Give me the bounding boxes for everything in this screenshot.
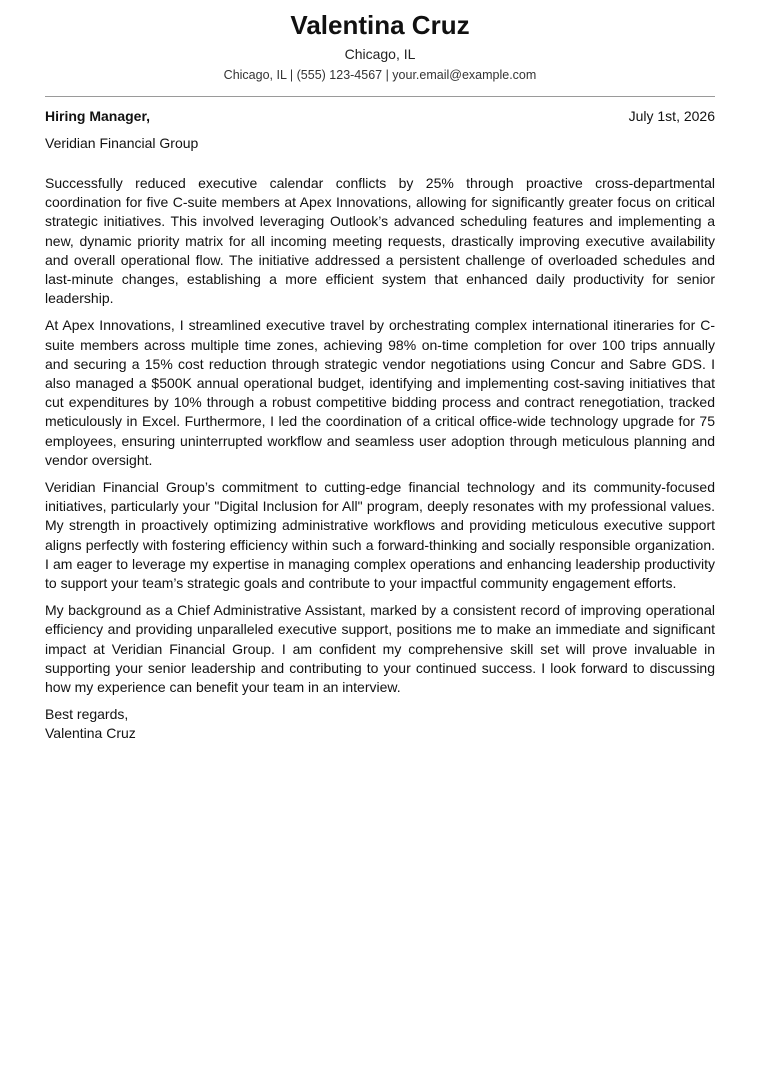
recipient-date-row: [45, 107, 715, 126]
letter-closing-block: [45, 705, 715, 743]
body-paragraph-1: Successfully reduced executive calendar conflicts by 25% through proactive cross-departmental coordination for five C-suite members at Apex Innovations, allowing for significantly greater focus on critical strategic initiatives. This involved leveraging Outlook’s advanced scheduling features and implementing a new, dynamic priority matrix for all incoming meeting requests, drastically improving executive availability and overall operational flow. The initiative addressed a persistent challenge of overloaded schedules and last-minute changes, establishing a more efficient system that enhanced daily productivity for senior leadership.: [45, 175, 715, 307]
letter-date: July 1st, 2026: [628, 108, 715, 124]
recipient-company: Veridian Financial Group: [45, 135, 199, 151]
body-paragraph-2: At Apex Innovations, I streamlined executive travel by orchestrating complex international itineraries for C-suite members across multiple time zones, achieving 98% on-time completion for over 100 trips annually and securing a 15% cost reduction through strategic vendor negotiations using Concur and Sabre GDS. I also managed a $500K annual operational budget, identifying and implementing cost-saving initiatives that cut expenditures by 10% through a robust competitive bidding process and contract renegotiation, tracked meticulously in Excel. Furthermore, I led the coordination of a critical office-wide technology upgrade for 75 employees, ensuring uninterrupted workflow and seamless user adoption through meticulous planning and vendor oversight.: [45, 317, 715, 468]
sender-location: Chicago, IL: [344, 46, 416, 62]
header-divider: [45, 96, 715, 97]
signature-name: Valentina Cruz: [45, 725, 136, 742]
closing-phrase: Best regards,: [45, 706, 129, 723]
letter-body: [45, 174, 715, 697]
letter-header: [45, 0, 715, 83]
body-paragraph-4: My background as a Chief Administrative Assistant, marked by a consistent record of improving operational efficiency and providing unparalleled executive support, positions me to make an immediate and significant impact at Veridian Financial Group. I am confident my comprehensive skill set will prove invaluable in supporting your senior leadership and contributing to your continued success. I look forward to discussing how my experience can benefit your team in an interview.: [45, 602, 715, 696]
sender-contact-line: Chicago, IL | (555) 123-4567 | your.email@example.com: [223, 68, 537, 82]
body-paragraph-3: Veridian Financial Group’s commitment to cutting-edge financial technology and its community-focused initiatives, particularly your "Digital Inclusion for All" program, deeply resonates with my professional values. My strength in proactively optimizing administrative workflows and providing meticulous executive support aligns perfectly with fostering efficiency within such a forward-thinking and socially responsible organization. I am eager to leverage my expertise in managing complex operations and enhancing leadership productivity to support your team’s strategic goals and contribute to your impactful community engagement efforts.: [45, 479, 715, 592]
sender-name: Valentina Cruz: [290, 10, 470, 40]
recipient-salutation: Hiring Manager,: [45, 108, 151, 124]
